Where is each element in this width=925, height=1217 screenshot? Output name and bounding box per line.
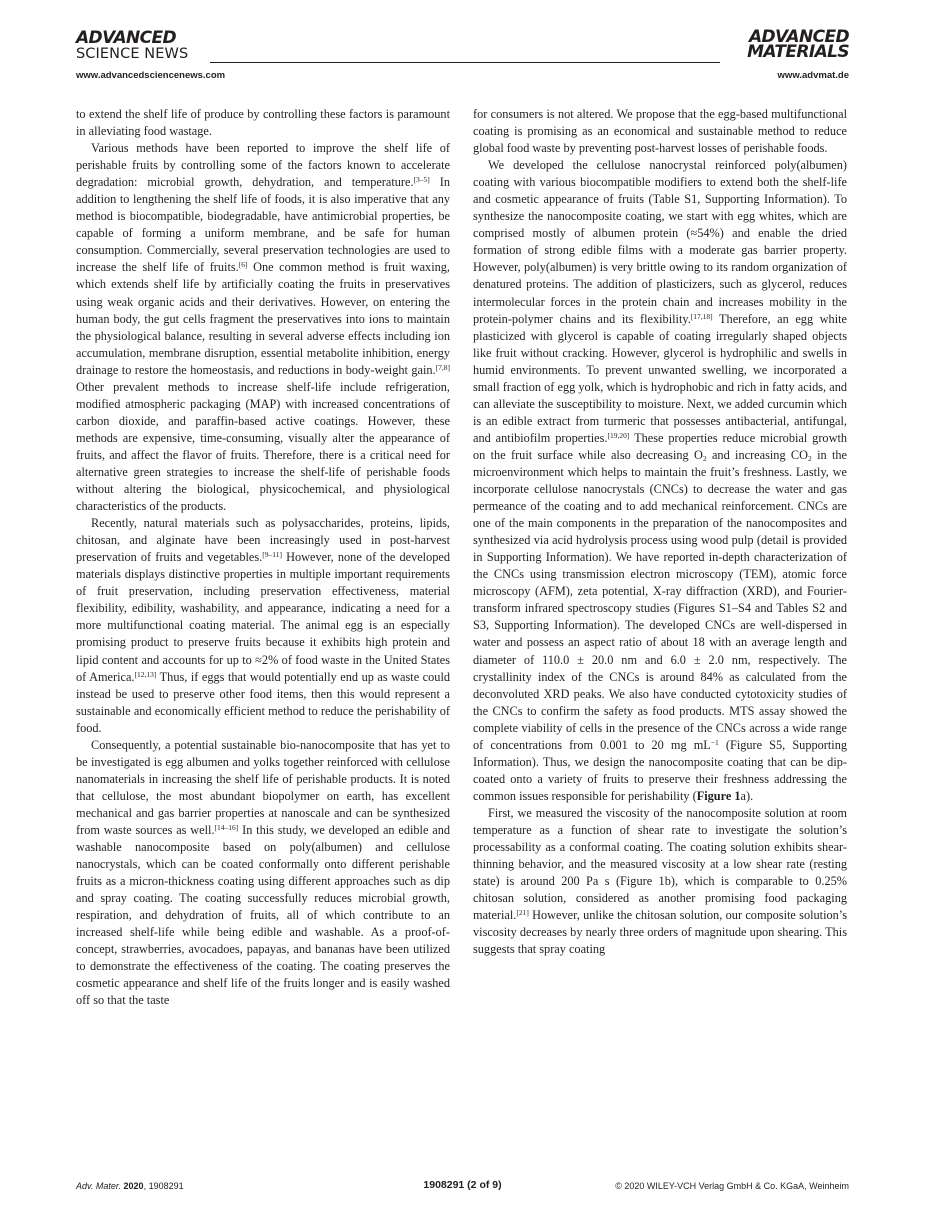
paragraph: We developed the cellulose nanocrystal reinforced poly(albumen) coating with various biocompatible modifiers to extend both the shelf-life and cosmetic appearance of fruits (Table S1, Supporting Information). To synthesize the nanocomposite coating, we start with egg whites, which are comprised mostly of albumen protein (≈54%) and enable the dried formation of strong edible films with a moderate gas barrier property. However, poly(albumen) is very brittle owing to its random organization of denatured proteins. The addition of plasticizers, such as glycerol, reduces intermolecular forces in the protein chain and increases mobility in the protein-polymer chains and its flexibility.[17,18] Therefore, an egg white plasticized with glycerol is capable of coating irregularly shaped objects like fruit without cracking. However, glycerol is hydrophilic and swells in humid environments. To prevent unwanted swelling, we incorporated a small fraction of egg yolk, which is hydrophobic and rich in fatty acids, and can alleviate the susceptibility to moisture. Next, we added curcumin which is an edible extract from turmeric that possesses antibacterial, antifungal, and antibiofilm properties.[19,20] These properties reduce microbial growth on the fruit surface while also decreasing $O_2$ and increasing $CO_2$ in the microenvironment which helps to maintain the fruit’s freshness. Lastly, we incorporate cellulose nanocrystals (CNCs) to decrease the water and gas permeance of the coating and to add mechanical reinforcement. CNCs are one of the main components in the preparation of the nanocomposites and synthesized via acid hydrolysis process using wood pulp (detail is provided in Supporting Information). We have reported in-depth characterization of the CNCs using transmission electron microscopy (TEM), atomic force microscopy (AFM), zeta potential, X-ray diffraction (XRD), and Fourier-transform infrared spectroscopy studies (Figures S1–S4 and Tables S2 and S3, Supporting Information). The developed CNCs are well-dispersed in water and possess an aspect ratio of about 18 with an average length and diameter of 110.0 ± 20.0 nm and 6.0 ± 2.0 nm, respectively. The crystallinity index of the CNCs is around 84% as calculated from the deconvoluted XRD peaks. We also have conducted cytotoxicity studies of the CNCs to confirm the safety as food products. MTS assay showed the complete viability of cells in the presence of the CNCs across a wide range of concentrations from 0.001 to 20 mg $mL^{-1}$ (Figure S5, Supporting Information). Thus, we design the nanocomposite coating that can be dip-coated onto a variety of fruits to preserve their freshness addressing the common issues responsible for perishability (Figure 1a). (473, 158, 848, 803)
citation[interactable]: [12,13] (134, 669, 157, 679)
subscript: 2 (808, 453, 812, 463)
page-number: 1908291 (2 of 9) (423, 1179, 502, 1191)
paragraph: Various methods have been reported to improve the shelf life of perishable fruits by controlling some of the factors known to accelerate degradation: microbial growth, dehydration, and temperature.[3–5] In addition to lengthening the shelf life of foods, it is also imperative that any method is biocompatible, biodegradable, have antimicrobial properties, be capable of forming a uniform membrane, and be safe for human consumption. Commercially, several preservation technologies are used to increase the shelf life of fruits.[6] One common method is fruit waxing, which extends shelf life by artificially coating the fruits in preservatives using weak organic acids and their derivatives. However, on entering the human body, the gut cells fragment the preservatives into ions to maintain the physiological balance, resulting in several adverse effects including ion accumulation, membrane disruption, essential metabolite inhibition, energy drainage to restore the homeostasis, and reductions in body-weight gain.[7,8] Other prevalent methods to increase shelf-life include refrigeration, modified atmospheric packaging (MAP) with increased concentrations of carbon dioxide, and paraffin-based active coatings. However, these methods are expensive, time-consuming, visually alter the appearance of fruits, and affect the flavor of fruits. Therefore, there is a critical need for alternative green strategies to increase the shelf-life of perishable foods without altering the biological, physicochemical, and physiological characteristics of the products. (76, 141, 450, 514)
citation[interactable]: [7,8] (435, 362, 450, 372)
header-rule (210, 62, 720, 63)
right-text-column (473, 106, 847, 958)
paragraph: for consumers is not altered. We propose that the egg-based multifunctional coating is promising as an economical and sustainable method to reduce global food waste by preventing post-harvest losses of perishable foods. (473, 107, 847, 156)
citation[interactable]: [9–11] (262, 550, 282, 560)
figure-reference[interactable]: Figure 1 (696, 788, 741, 803)
logo-line-materials: MATERIALS (747, 42, 849, 62)
paragraph: to extend the shelf life of produce by controlling these factors is paramount in alleviating food wastage. (76, 107, 450, 139)
article-number: , 1908291 (143, 1181, 184, 1191)
citation[interactable]: [21] (516, 908, 529, 918)
copyright-notice: © 2020 WILEY-VCH Verlag GmbH & Co. KGaA, Weinheim (615, 1181, 849, 1191)
logo-line-advanced: ADVANCED (76, 28, 177, 48)
paragraph: First, we measured the viscosity of the nanocomposite solution at room temperature as a function of shear rate to investigate the solution’s processability as a conformal coating. The coating solution exhibits shear-thinning behavior, and the measured viscosity at a low shear rate (resting state) is around 200 Pa s (Figure 1b), which is comparable to 0.25% chitosan solution, considered as another promising food packaging material.[21] However, unlike the chitosan solution, our composite solution’s viscosity decreases by nearly three orders of magnitude upon shearing. This suggests that spray coating (473, 805, 847, 957)
publisher-url[interactable]: www.advancedsciencenews.com (76, 70, 226, 81)
advanced-science-news-logo (76, 30, 188, 62)
logo-line-advanced: ADVANCED (748, 27, 849, 47)
journal-year: 2020 (123, 1181, 144, 1191)
citation[interactable]: [19,20] (607, 430, 630, 440)
journal-url[interactable]: www.advmat.de (777, 70, 849, 81)
advanced-materials-logo (747, 27, 849, 62)
citation[interactable]: [3–5] (413, 175, 430, 185)
journal-name: Adv. Mater. (76, 1181, 122, 1191)
citation[interactable]: [17,18] (690, 311, 713, 321)
paragraph: Consequently, a potential sustainable bio-nanocomposite that has yet to be investigated is egg albumen and yolks together reinforced with cellulose nanomaterials in increasing the shelf life of perishable products. It is noted that cellulose, the most abundant biopolymer on earth, has excellent mechanical and gas barrier properties at nanoscale and can be synthesized from waste sources as well.[14–16] In this study, we developed an edible and washable nanocomposite based on poly(albumen) and cellulose nanocrystals, which can be coated conformally onto different perishable fruits as a micron-thickness coating using different approaches such as dip and spray coating. The coating successfully reduces microbial growth, respiration, and dehydration of fruits, all of which contribute to an increased shelf-life while being edible and washable. As a proof-of-concept, strawberries, avocadoes, papayas, and bananas have been utilized to demonstrate the effectiveness of the coating. The coating preserves the cosmetic appearance and shelf life of the fruits longer and is easily washed off so that the taste (76, 737, 450, 1008)
subscript: 2 (702, 453, 707, 463)
superscript: −1 (710, 737, 719, 747)
logo-line-science-news: SCIENCE NEWS (76, 46, 189, 62)
left-text-column (76, 106, 450, 1009)
citation[interactable]: [6] (238, 260, 248, 270)
paragraph: Recently, natural materials such as polysaccharides, proteins, lipids, chitosan, and alginate have been increasingly used in post-harvest preservation of fruits and vegetables.[9–11] However, none of the developed materials displays distinctive properties in multiple important requirements of fruit preservation, including preservation effectiveness, material flexibility, edibility, washability, and appearance, indicating a need for a more multifunctional coating material. The animal egg is an especially promising product to preserve fruits because it exhibits high protein and lipid content and accounts for up to ≈2% of food waste in the United States of America.[12,13] Thus, if eggs that would potentially end up as waste could instead be used to preserve other food items, then this would represent a sustainable and economically efficient method to reduce the perishability of food. (76, 516, 451, 735)
citation[interactable]: [14–16] (214, 822, 239, 832)
